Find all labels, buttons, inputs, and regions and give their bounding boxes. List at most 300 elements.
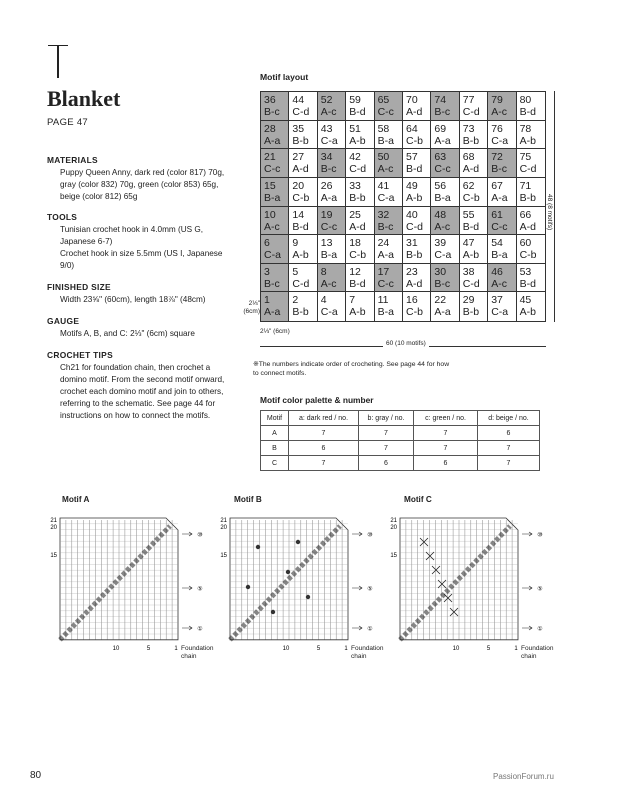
gauge-heading: GAUGE bbox=[47, 316, 80, 326]
motif-order-number: 50 bbox=[377, 151, 390, 164]
motif-order-number: 60 bbox=[519, 237, 532, 250]
motif-color-code: C-b bbox=[292, 191, 310, 204]
motif-color-code: C-a bbox=[264, 249, 281, 262]
motif-cell bbox=[289, 207, 317, 236]
motif-color-code: B-d bbox=[519, 106, 536, 118]
row-direction-arrow bbox=[182, 626, 192, 630]
palette-row bbox=[261, 441, 540, 456]
motif-order-number: 7 bbox=[349, 294, 356, 307]
bobble-stitch-mark bbox=[246, 585, 250, 589]
motif-cell bbox=[517, 121, 545, 150]
motif-order-number: 45 bbox=[519, 294, 532, 307]
foundation-chain-label: Foundation chain bbox=[351, 645, 384, 660]
motif-color-code: A-c bbox=[434, 220, 451, 233]
bobble-stitch-mark bbox=[296, 540, 300, 544]
motif-color-code: C-c bbox=[264, 163, 281, 176]
motif-chart-svg bbox=[388, 512, 558, 667]
motif-order-number: 16 bbox=[405, 294, 418, 307]
motif-order-number: 20 bbox=[292, 179, 305, 192]
motif-cell bbox=[488, 235, 516, 264]
motif-order-number: 1 bbox=[264, 294, 270, 307]
motif-cell bbox=[375, 292, 403, 321]
palette-cell: 7 bbox=[359, 441, 414, 456]
motif-color-code: B-b bbox=[462, 134, 480, 147]
motif-color-code: B-c bbox=[434, 106, 451, 118]
motif-cell bbox=[346, 121, 374, 150]
motif-color-code: C-a bbox=[434, 249, 452, 262]
motif-order-number: 61 bbox=[491, 208, 503, 221]
motif-order-number: 54 bbox=[491, 237, 503, 250]
finished-size-heading: FINISHED SIZE bbox=[47, 282, 111, 292]
motif-cell bbox=[403, 207, 431, 236]
motif-order-number: 65 bbox=[377, 94, 390, 106]
col-label-5: 5 bbox=[486, 645, 491, 652]
motif-color-code: A-b bbox=[462, 249, 480, 262]
motif-cell bbox=[403, 178, 431, 207]
motif-order-number: 59 bbox=[349, 94, 361, 106]
row-label-20: 20 bbox=[50, 525, 57, 531]
motif-order-number: 14 bbox=[292, 208, 305, 221]
motif-cell bbox=[318, 121, 346, 150]
motif-c-chart bbox=[388, 512, 558, 667]
motif-color-code: B-a bbox=[491, 249, 508, 262]
page-reference: PAGE 47 bbox=[47, 117, 88, 128]
motif-layout-grid bbox=[260, 91, 546, 322]
foundation-chain-label: Foundation chain bbox=[521, 645, 554, 660]
row-direction-arrow bbox=[522, 532, 532, 536]
motif-cell bbox=[375, 178, 403, 207]
motif-order-number: 44 bbox=[292, 94, 305, 106]
row-label-15: 15 bbox=[220, 552, 227, 559]
width-dimension-label: 60 (10 motifs) bbox=[383, 340, 429, 347]
motif-cell bbox=[460, 92, 488, 121]
motif-order-number: 51 bbox=[349, 122, 361, 135]
col-label-1: 1 bbox=[514, 645, 518, 652]
motif-order-number: 77 bbox=[462, 94, 475, 106]
motif-order-number: 21 bbox=[264, 151, 276, 164]
motif-cell bbox=[289, 92, 317, 121]
finished-size-text: Width 23⅝" (60cm), length 18⅞" (48cm) bbox=[60, 295, 206, 304]
motif-color-code: A-a bbox=[434, 306, 451, 319]
motif-order-number: 58 bbox=[377, 122, 390, 135]
motif-order-number: 29 bbox=[462, 294, 475, 307]
motif-c-title: Motif C bbox=[404, 495, 432, 504]
cross-stitch-mark bbox=[426, 552, 434, 560]
col-label-1: 1 bbox=[174, 645, 178, 652]
motif-cell bbox=[261, 292, 289, 321]
motif-cell bbox=[460, 264, 488, 293]
crochet-tips-text: Ch21 for foundation chain, then crochet a domino motif. From the second motif onward, crochet each domino motif and join to others, referring to the schematic. See page 44 for instructions on how to connect the motifs. bbox=[60, 363, 225, 420]
motif-cell bbox=[318, 92, 346, 121]
page-number: 80 bbox=[30, 770, 42, 781]
motif-order-number: 71 bbox=[519, 179, 532, 192]
motif-order-number: 4 bbox=[320, 294, 327, 307]
height-dimension-label: 48 (8 motifs) bbox=[546, 194, 553, 231]
motif-cell bbox=[403, 121, 431, 150]
motif-cell bbox=[346, 292, 374, 321]
motif-cell bbox=[289, 235, 317, 264]
motif-cell bbox=[261, 178, 289, 207]
motif-cell bbox=[488, 264, 516, 293]
palette-cell: B bbox=[261, 441, 289, 456]
motif-order-number: 47 bbox=[462, 237, 475, 250]
motif-cell bbox=[403, 235, 431, 264]
motif-cell bbox=[346, 149, 374, 178]
motif-color-code: A-d bbox=[349, 220, 366, 233]
motif-cell bbox=[318, 178, 346, 207]
motif-cell bbox=[431, 92, 459, 121]
cross-stitch-mark bbox=[420, 538, 428, 546]
motif-cell bbox=[403, 264, 431, 293]
row-label-21: 21 bbox=[50, 518, 57, 524]
col-label-10: 10 bbox=[452, 645, 460, 652]
motif-color-code: B-b bbox=[349, 191, 366, 204]
crocheting-order-note: ※The numbers indicate order of crocheting. See page 44 for how to connect motifs. bbox=[253, 361, 450, 377]
motif-cell bbox=[318, 235, 346, 264]
cross-stitch-mark bbox=[438, 580, 446, 588]
motif-cell bbox=[488, 178, 516, 207]
motif-cell bbox=[318, 292, 346, 321]
row-label-20: 20 bbox=[220, 525, 227, 531]
motif-color-code: C-d bbox=[349, 163, 367, 176]
motif-cell bbox=[346, 235, 374, 264]
motif-cell bbox=[318, 264, 346, 293]
motif-color-code: B-c bbox=[434, 277, 451, 290]
motif-order-number: 13 bbox=[320, 237, 333, 250]
motif-order-number: 9 bbox=[292, 237, 299, 250]
row-direction-arrow bbox=[352, 586, 362, 590]
motif-color-code: A-d bbox=[292, 163, 309, 176]
motif-cell bbox=[517, 292, 545, 321]
motif-color-code: C-c bbox=[434, 163, 451, 176]
cross-stitch-mark bbox=[450, 608, 458, 616]
motif-color-code: C-b bbox=[519, 249, 537, 262]
motif-order-number: 33 bbox=[349, 179, 361, 192]
materials-text: Puppy Queen Anny, dark red (color 817) 70g, gray (color 832) 70g, green (color 853) 65g, beige (color 812) 65g bbox=[60, 168, 225, 201]
motif-color-code: B-b bbox=[519, 191, 536, 204]
motif-order-number: 79 bbox=[491, 94, 503, 106]
motif-b-chart bbox=[218, 512, 388, 667]
motif-color-code: C-c bbox=[377, 106, 394, 118]
motif-order-number: 5 bbox=[292, 265, 299, 278]
motif-order-number: 75 bbox=[519, 151, 532, 164]
page-title: Blanket bbox=[47, 86, 121, 111]
palette-cell: 6 bbox=[359, 456, 414, 471]
tools-line-1: Tunisian crochet hook in 4.0mm (US G, Japanese 6-7) bbox=[60, 225, 204, 246]
motif-cell bbox=[375, 264, 403, 293]
motif-cell bbox=[318, 207, 346, 236]
motif-cell bbox=[289, 121, 317, 150]
motif-color-code: C-d bbox=[292, 277, 310, 290]
motif-color-code: B-d bbox=[349, 106, 366, 118]
motif-color-code: A-b bbox=[519, 134, 536, 147]
motif-color-code: A-a bbox=[434, 134, 451, 147]
motif-order-number: 25 bbox=[349, 208, 361, 221]
gauge-text: Motifs A, B, and C: 2⅓" (6cm) square bbox=[60, 329, 195, 338]
motif-cell bbox=[346, 92, 374, 121]
motif-cell bbox=[289, 292, 317, 321]
palette-table bbox=[260, 410, 540, 471]
palette-cell: C bbox=[261, 456, 289, 471]
materials-heading: MATERIALS bbox=[47, 155, 98, 165]
motif-cell bbox=[488, 121, 516, 150]
motif-cell bbox=[375, 235, 403, 264]
motif-cell bbox=[346, 264, 374, 293]
motif-order-number: 80 bbox=[519, 94, 532, 106]
col-label-5: 5 bbox=[146, 645, 151, 652]
title-rule bbox=[48, 45, 68, 77]
motif-order-number: 49 bbox=[405, 179, 418, 192]
motif-cell bbox=[403, 149, 431, 178]
motif-order-number: 76 bbox=[491, 122, 503, 135]
domino-diagonal bbox=[60, 526, 170, 640]
motif-order-number: 27 bbox=[292, 151, 305, 164]
row-direction-arrow bbox=[182, 532, 192, 536]
motif-a-title: Motif A bbox=[62, 495, 90, 504]
row-label-15: 15 bbox=[50, 552, 57, 559]
motif-color-code: B-b bbox=[405, 249, 423, 262]
motif-layout-heading: Motif layout bbox=[260, 72, 309, 82]
motif-color-code: A-c bbox=[320, 277, 337, 290]
motif-order-number: 40 bbox=[405, 208, 418, 221]
motif-color-code: C-a bbox=[377, 191, 395, 204]
motif-color-code: B-a bbox=[320, 249, 338, 262]
row-arrow-5: ⑤ bbox=[367, 586, 373, 593]
motif-color-code: B-d bbox=[349, 277, 366, 290]
motif-cell bbox=[431, 292, 459, 321]
motif-order-number: 69 bbox=[434, 122, 447, 135]
motif-chart-svg bbox=[218, 512, 388, 667]
motif-order-number: 24 bbox=[377, 237, 390, 250]
motif-color-code: C-b bbox=[405, 306, 423, 319]
tools-heading: TOOLS bbox=[47, 212, 78, 222]
motif-cell bbox=[460, 178, 488, 207]
palette-row bbox=[261, 456, 540, 471]
motif-cell bbox=[488, 207, 516, 236]
crochet-tips-heading: CROCHET TIPS bbox=[47, 350, 113, 360]
row-arrow-10: ⑩ bbox=[537, 532, 543, 539]
motif-height-label: 2⅓" (6cm) bbox=[243, 300, 260, 315]
palette-cell: 7 bbox=[478, 441, 540, 456]
motif-cell bbox=[318, 149, 346, 178]
motif-order-number: 17 bbox=[377, 265, 390, 278]
motif-color-code: B-c bbox=[264, 106, 280, 118]
motif-color-code: A-d bbox=[405, 106, 423, 118]
motif-color-code: C-b bbox=[462, 191, 480, 204]
motif-color-code: B-c bbox=[491, 163, 507, 176]
row-arrow-10: ⑩ bbox=[197, 532, 203, 539]
height-dimension-line bbox=[554, 91, 555, 322]
foundation-chain-label: Foundation chain bbox=[181, 645, 214, 660]
motif-order-number: 35 bbox=[292, 122, 305, 135]
palette-col-header: b: gray / no. bbox=[359, 411, 414, 426]
palette-cell: A bbox=[261, 426, 289, 441]
col-label-10: 10 bbox=[282, 645, 290, 652]
motif-color-code: C-c bbox=[491, 220, 508, 233]
motif-order-number: 67 bbox=[491, 179, 503, 192]
col-label-1: 1 bbox=[344, 645, 348, 652]
motif-cell bbox=[517, 149, 545, 178]
motif-cell bbox=[431, 149, 459, 178]
palette-header-row bbox=[261, 411, 540, 426]
motif-order-number: 2 bbox=[292, 294, 299, 307]
motif-order-number: 30 bbox=[434, 265, 447, 278]
motif-order-number: 42 bbox=[349, 151, 361, 164]
motif-color-code: A-a bbox=[264, 306, 281, 319]
palette-cell: 6 bbox=[414, 456, 478, 471]
col-label-10: 10 bbox=[112, 645, 120, 652]
motif-cell bbox=[431, 121, 459, 150]
motif-order-number: 64 bbox=[405, 122, 418, 135]
motif-order-number: 6 bbox=[264, 237, 270, 250]
motif-order-number: 62 bbox=[462, 179, 475, 192]
palette-col-header: Motif bbox=[261, 411, 289, 426]
motif-order-number: 12 bbox=[349, 265, 361, 278]
motif-cell bbox=[460, 235, 488, 264]
bobble-stitch-mark bbox=[256, 545, 260, 549]
motif-color-code: C-a bbox=[491, 306, 509, 319]
motif-cell bbox=[517, 178, 545, 207]
motif-cell bbox=[431, 235, 459, 264]
motif-color-code: B-b bbox=[292, 134, 309, 147]
motif-order-number: 53 bbox=[519, 265, 532, 278]
row-label-21: 21 bbox=[220, 518, 227, 524]
motif-order-number: 8 bbox=[320, 265, 327, 278]
motif-color-code: A-a bbox=[491, 191, 508, 204]
motif-color-code: B-c bbox=[264, 277, 280, 290]
motif-cell bbox=[289, 264, 317, 293]
motif-cell bbox=[488, 292, 516, 321]
motif-color-code: B-d bbox=[519, 277, 536, 290]
motif-color-code: A-c bbox=[491, 277, 507, 290]
bobble-stitch-mark bbox=[306, 595, 310, 599]
motif-cell bbox=[375, 92, 403, 121]
row-direction-arrow bbox=[522, 626, 532, 630]
motif-order-number: 28 bbox=[264, 122, 276, 135]
motif-color-code: C-c bbox=[320, 220, 338, 233]
motif-order-number: 23 bbox=[405, 265, 418, 278]
motif-color-code: B-b bbox=[292, 306, 309, 319]
motif-color-code: A-c bbox=[320, 106, 337, 118]
motif-order-number: 66 bbox=[519, 208, 532, 221]
motif-order-number: 3 bbox=[264, 265, 270, 278]
motif-color-code: A-b bbox=[405, 191, 423, 204]
motif-cell bbox=[517, 264, 545, 293]
motif-cell bbox=[289, 178, 317, 207]
palette-col-header: d: beige / no. bbox=[478, 411, 540, 426]
motif-cell bbox=[403, 92, 431, 121]
motif-color-code: C-a bbox=[491, 134, 509, 147]
motif-order-number: 31 bbox=[405, 237, 418, 250]
watermark: PassionForum.ru bbox=[493, 772, 554, 781]
motif-order-number: 46 bbox=[491, 265, 503, 278]
motif-color-code: B-c bbox=[320, 163, 337, 176]
motif-color-code: A-b bbox=[349, 134, 366, 147]
bobble-stitch-mark bbox=[271, 610, 275, 614]
motif-color-code: A-c bbox=[491, 106, 507, 118]
row-direction-arrow bbox=[352, 626, 362, 630]
motif-cell bbox=[375, 149, 403, 178]
motif-color-code: C-b bbox=[349, 249, 367, 262]
row-arrow-5: ⑤ bbox=[537, 586, 543, 593]
motif-cell bbox=[375, 121, 403, 150]
motif-color-code: C-d bbox=[462, 106, 480, 118]
row-label-15: 15 bbox=[390, 552, 397, 559]
motif-cell bbox=[261, 235, 289, 264]
motif-order-number: 78 bbox=[519, 122, 532, 135]
motif-color-code: C-c bbox=[377, 277, 394, 290]
motif-width-label: 2⅓" (6cm) bbox=[260, 328, 290, 335]
palette-col-header: c: green / no. bbox=[414, 411, 478, 426]
motif-order-number: 48 bbox=[434, 208, 447, 221]
motif-cell bbox=[517, 92, 545, 121]
motif-order-number: 36 bbox=[264, 94, 276, 106]
row-label-21: 21 bbox=[390, 518, 397, 524]
motif-cell bbox=[261, 149, 289, 178]
motif-color-code: A-b bbox=[349, 306, 366, 319]
tools-line-2: Crochet hook in size 5.5mm (US I, Japanese 9/0) bbox=[60, 249, 223, 270]
domino-diagonal bbox=[230, 526, 340, 640]
palette-cell: 6 bbox=[289, 441, 359, 456]
motif-color-code: C-a bbox=[320, 306, 338, 319]
motif-cell bbox=[488, 149, 516, 178]
motif-color-code: C-d bbox=[292, 106, 310, 118]
motif-color-code: C-a bbox=[320, 134, 338, 147]
row-direction-arrow bbox=[182, 586, 192, 590]
motif-a-chart bbox=[48, 512, 218, 667]
palette-cell: 7 bbox=[289, 456, 359, 471]
motif-order-number: 34 bbox=[320, 151, 333, 164]
motif-color-code: C-b bbox=[405, 134, 423, 147]
row-direction-arrow bbox=[522, 586, 532, 590]
motif-order-number: 52 bbox=[320, 94, 333, 106]
motif-order-number: 56 bbox=[434, 179, 447, 192]
motif-order-number: 15 bbox=[264, 179, 276, 192]
motif-color-code: B-d bbox=[292, 220, 309, 233]
motif-order-number: 70 bbox=[405, 94, 418, 106]
motif-cell bbox=[431, 207, 459, 236]
palette-row bbox=[261, 426, 540, 441]
motif-order-number: 18 bbox=[349, 237, 361, 250]
row-label-20: 20 bbox=[390, 525, 397, 531]
motif-order-number: 57 bbox=[405, 151, 418, 164]
motif-order-number: 73 bbox=[462, 122, 475, 135]
motif-color-code: B-d bbox=[462, 220, 480, 233]
motif-order-number: 32 bbox=[377, 208, 390, 221]
palette-heading: Motif color palette & number bbox=[260, 395, 374, 405]
motif-color-code: B-a bbox=[434, 191, 451, 204]
motif-cell bbox=[261, 264, 289, 293]
palette-col-header: a: dark red / no. bbox=[289, 411, 359, 426]
motif-order-number: 37 bbox=[491, 294, 503, 307]
motif-order-number: 22 bbox=[434, 294, 447, 307]
motif-cell bbox=[289, 149, 317, 178]
motif-cell bbox=[460, 149, 488, 178]
cross-stitch-mark bbox=[432, 566, 440, 574]
motif-color-code: A-d bbox=[405, 277, 423, 290]
motif-color-code: A-b bbox=[519, 306, 536, 319]
motif-color-code: A-a bbox=[377, 249, 394, 262]
motif-order-number: 43 bbox=[320, 122, 333, 135]
motif-order-number: 11 bbox=[377, 294, 389, 307]
motif-color-code: B-a bbox=[377, 134, 394, 147]
row-arrow-1: ① bbox=[367, 626, 373, 633]
motif-color-code: A-c bbox=[377, 163, 394, 176]
motif-cell bbox=[517, 207, 545, 236]
motif-cell bbox=[346, 207, 374, 236]
motif-order-number: 74 bbox=[434, 94, 447, 106]
motif-cell bbox=[431, 264, 459, 293]
